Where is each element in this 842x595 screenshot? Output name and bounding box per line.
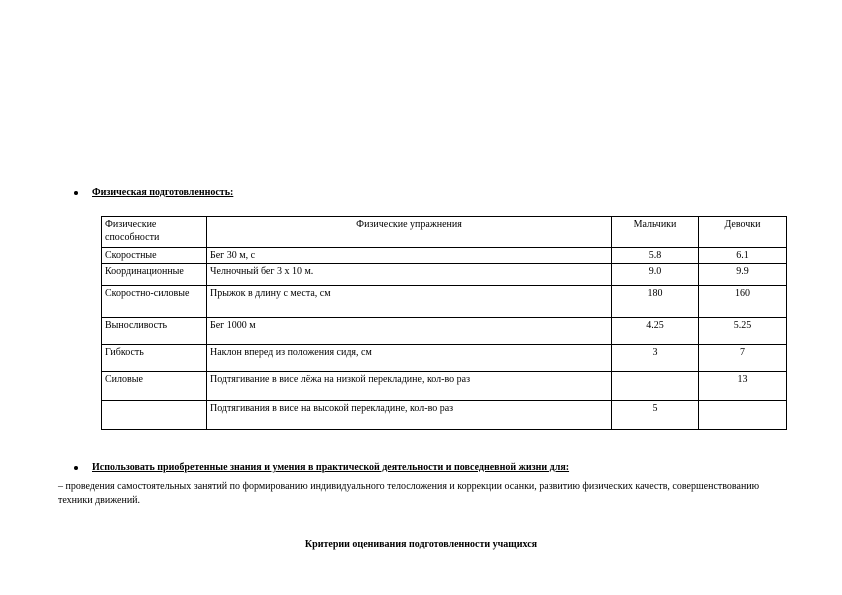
boys-value-cell: 5 xyxy=(612,401,699,430)
boys-value-cell: 5.8 xyxy=(612,248,699,264)
exercise-cell: Бег 1000 м xyxy=(207,318,612,345)
bullet-icon xyxy=(74,191,78,195)
girls-value-cell: 6.1 xyxy=(699,248,787,264)
ability-cell: Гибкость xyxy=(102,345,207,372)
table-row xyxy=(102,248,787,264)
table-row xyxy=(102,318,787,345)
table-row xyxy=(102,401,787,430)
exercise-cell: Подтягивания в висе на высокой перекладине, кол-во раз xyxy=(207,401,612,430)
exercise-cell: Подтягивание в висе лёжа на низкой перекладине, кол-во раз xyxy=(207,372,612,401)
ability-cell: Выносливость xyxy=(102,318,207,345)
ability-cell: Скоростно-силовые xyxy=(102,286,207,318)
section-heading-text: Физическая подготовленность: xyxy=(92,187,234,198)
table-row xyxy=(102,372,787,401)
exercise-cell: Прыжок в длину с места, см xyxy=(207,286,612,318)
boys-value-cell: 4.25 xyxy=(612,318,699,345)
exercise-cell: Наклон вперед из положения сидя, см xyxy=(207,345,612,372)
section-heading-text: Использовать приобретенные знания и умения в практической деятельности и повседневной жизни для: xyxy=(92,462,570,473)
boys-value-cell xyxy=(612,372,699,401)
bullet-icon xyxy=(74,466,78,470)
ability-cell: Силовые xyxy=(102,372,207,401)
boys-value-cell: 3 xyxy=(612,345,699,372)
applied-skills-paragraph: – проведения самостоятельных занятий по формированию индивидуального телосложения и коррекции осанки, развитию физических качеств, совершенствованию техники движений. xyxy=(58,481,760,506)
ability-cell: Координационные xyxy=(102,264,207,286)
girls-value-cell: 9.9 xyxy=(699,264,787,286)
section-physical-fitness-heading xyxy=(74,187,233,198)
girls-value-cell: 160 xyxy=(699,286,787,318)
boys-value-cell: 180 xyxy=(612,286,699,318)
criteria-heading: Критерии оценивания подготовленности учащихся xyxy=(304,539,538,550)
girls-value-cell: 5.25 xyxy=(699,318,787,345)
section-applied-skills-heading xyxy=(74,462,569,473)
ability-cell: Скоростные xyxy=(102,248,207,264)
girls-value-cell: 7 xyxy=(699,345,787,372)
table-row xyxy=(102,264,787,286)
girls-value-cell xyxy=(699,401,787,430)
header-cell-exercises: Физические упражнения xyxy=(207,217,612,248)
header-cell-abilities: Физические способности xyxy=(102,217,207,248)
boys-value-cell: 9.0 xyxy=(612,264,699,286)
exercise-cell: Бег 30 м, с xyxy=(207,248,612,264)
ability-cell xyxy=(102,401,207,430)
table-row xyxy=(102,345,787,372)
header-cell-boys: Мальчики xyxy=(612,217,699,248)
table-header-row xyxy=(102,217,787,248)
table-row xyxy=(102,286,787,318)
exercise-cell: Челночный бег 3 х 10 м. xyxy=(207,264,612,286)
fitness-standards-table xyxy=(101,216,787,430)
girls-value-cell: 13 xyxy=(699,372,787,401)
header-cell-girls: Девочки xyxy=(699,217,787,248)
